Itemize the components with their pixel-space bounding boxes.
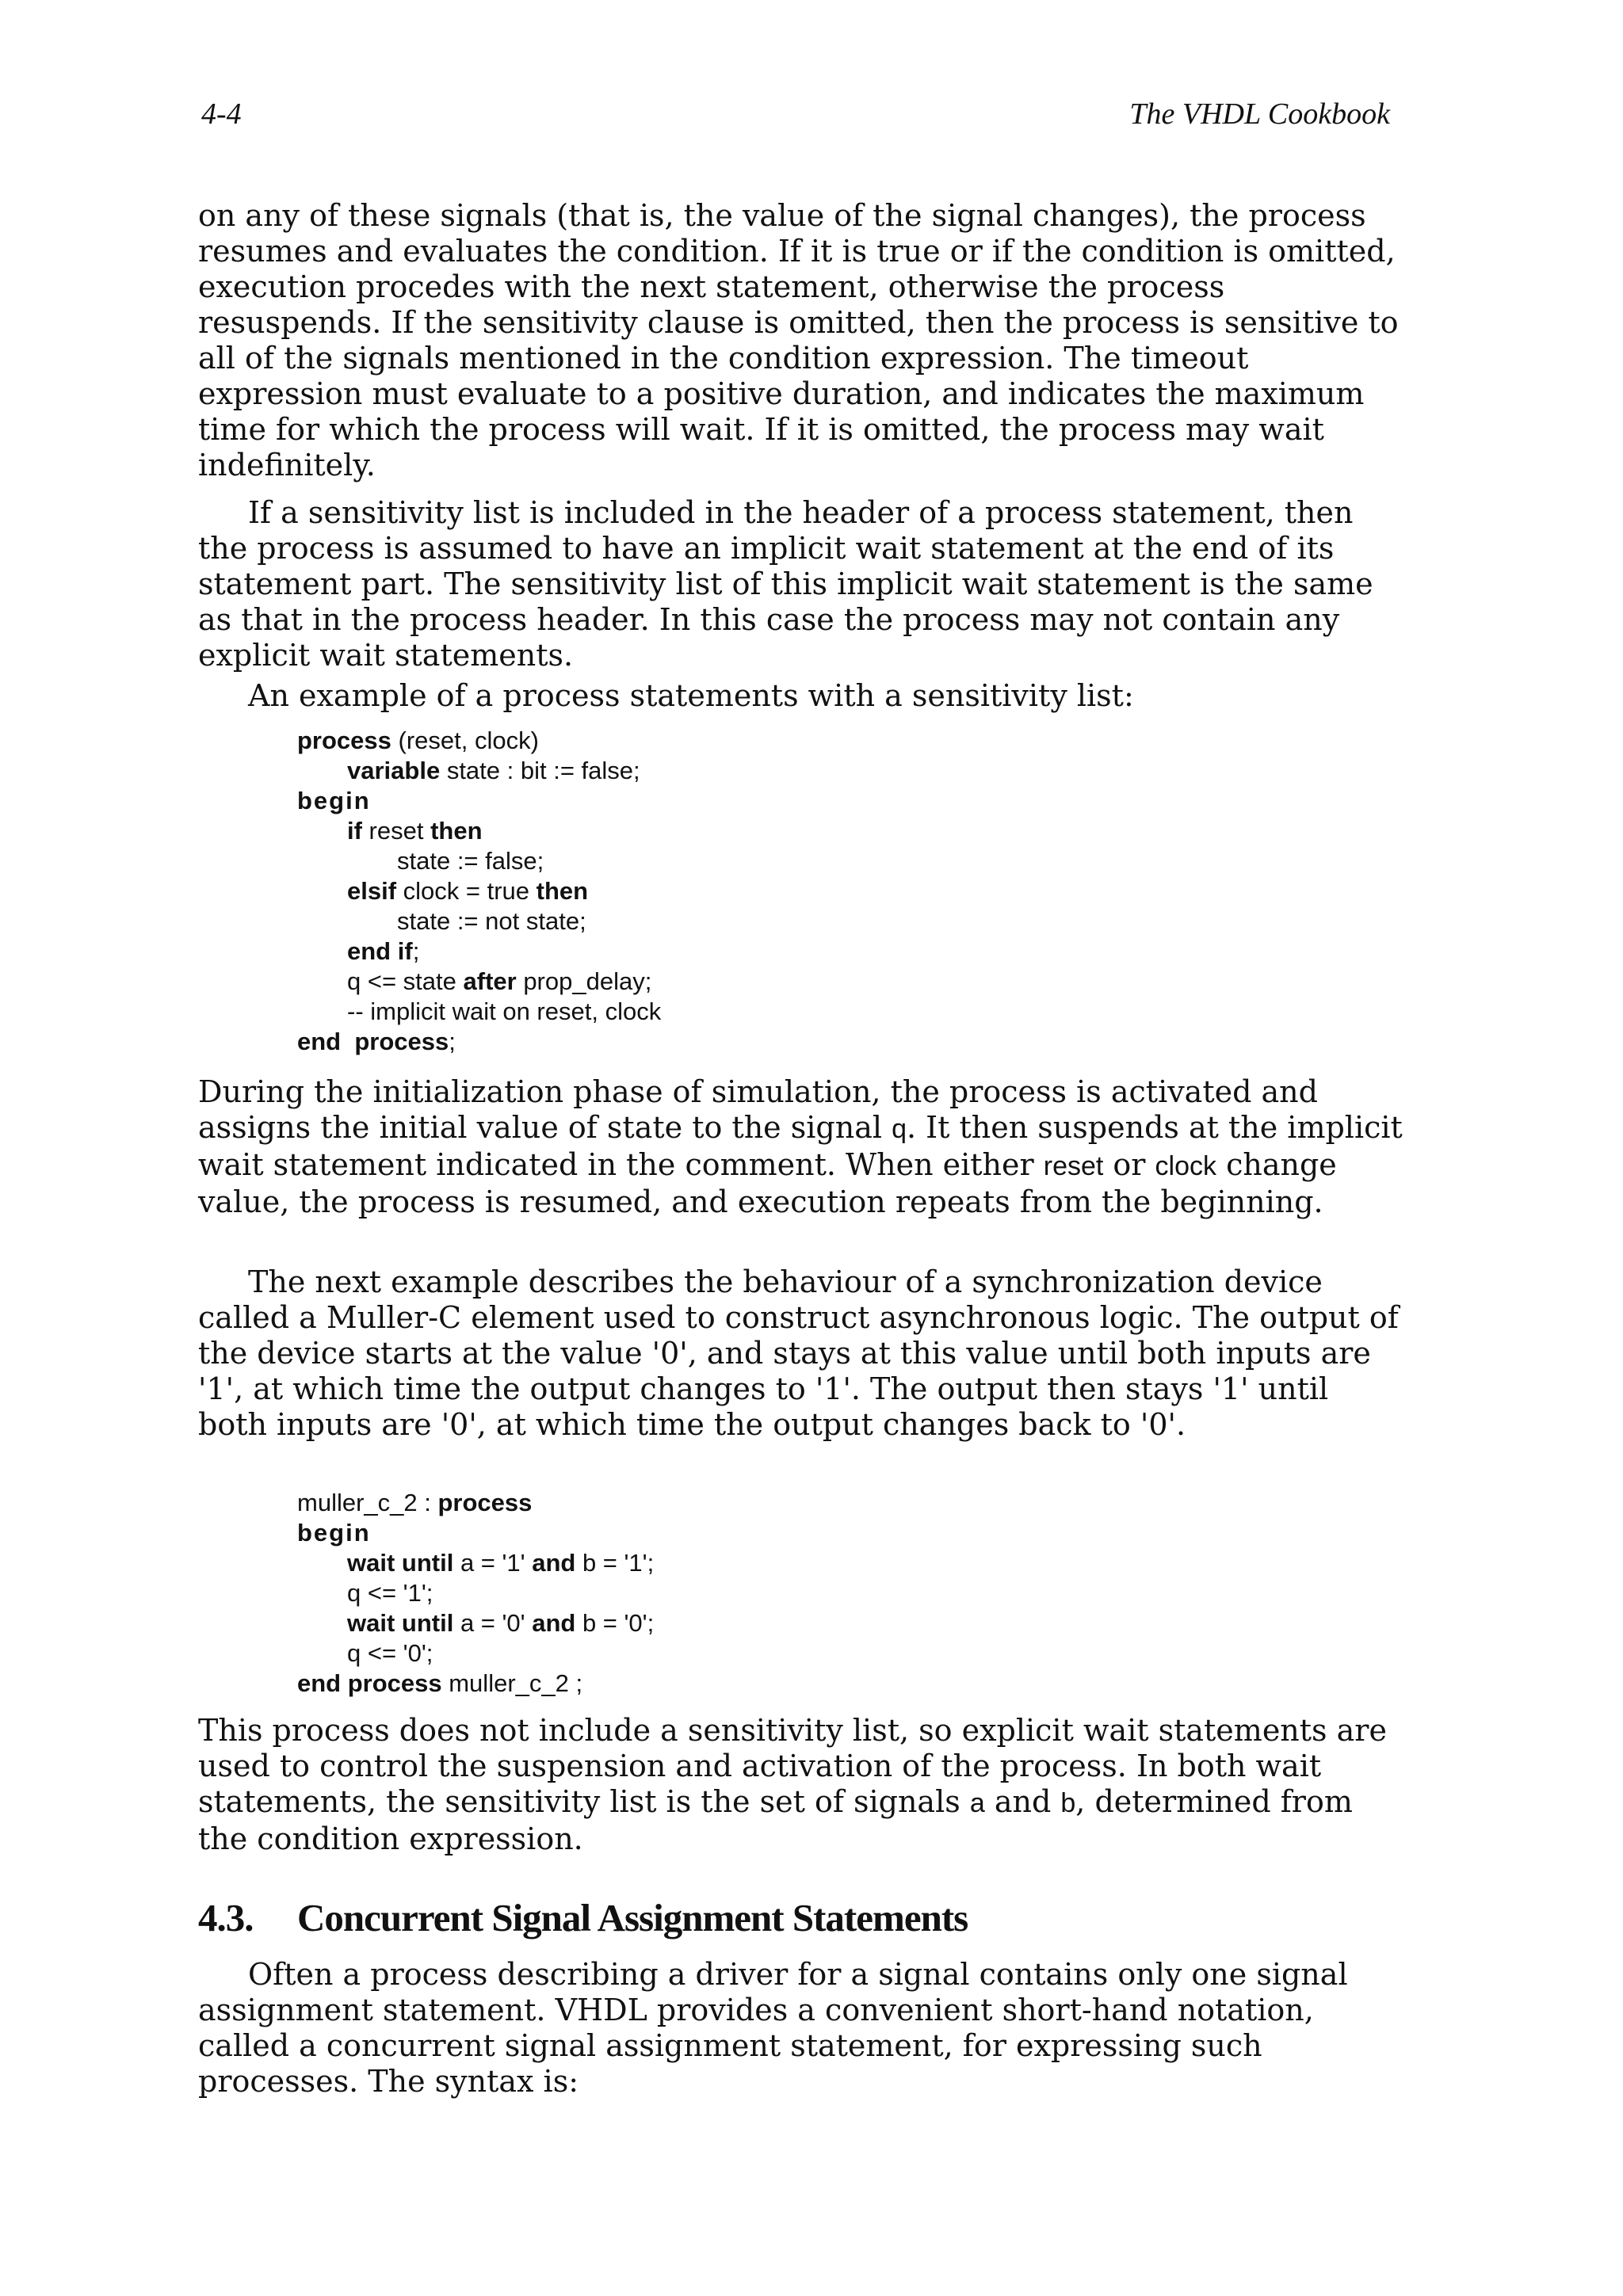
paragraph-muller-c: The next example describes the behaviour of a synchronization device called a Muller-C element used to construct asynchronous logic. The output of the device starts at the value '0', and stays at this value until both inputs are '1', at which time the output changes to '1'. The output then stays '1' until both inputs are '0', at which time the output changes back to '0'.: [198, 1264, 1399, 1442]
code-line: state := false;: [397, 847, 544, 875]
code-line: wait until a = '0' and b = '0';: [347, 1609, 655, 1637]
code-line: q <= '0';: [347, 1639, 433, 1667]
code-line: variable state : bit := false;: [347, 757, 640, 784]
code-line: end process muller_c_2 ;: [297, 1669, 583, 1697]
code-line: elsif clock = true then: [347, 877, 589, 905]
book-title: The VHDL Cookbook: [1129, 97, 1390, 131]
code-line: state := not state;: [397, 907, 586, 935]
page-number: 4-4: [201, 97, 242, 131]
text-block-6: [198, 1713, 1403, 1857]
code-line: process (reset, clock): [297, 727, 539, 754]
code-block-process-example: [297, 726, 1248, 1057]
code-line: q <= '1';: [347, 1579, 433, 1607]
page-header: [201, 97, 1390, 136]
code-line: end if;: [347, 937, 420, 965]
paragraph-initialization: During the initialization phase of simulation, the process is activated and assigns the initial value of state to the signal q. It then suspends at the implicit wait statement indicated in the comment. When either reset or clock change value, the process is resumed, and execution repeats from the beginning.: [198, 1074, 1403, 1219]
code-comment: -- implicit wait on reset, clock: [347, 997, 662, 1025]
paragraph-explicit-wait: This process does not include a sensitivity list, so explicit wait statements are used to control the suspension and activation of the process. In both wait statements, the sensitivity list is the set of signals a and b, determined from the condition expression.: [198, 1713, 1387, 1856]
text-block-5: [198, 1264, 1403, 1443]
paragraph-concurrent-assignment: Often a process describing a driver for a signal contains only one signal assignment statement. VHDL provides a convenient short-hand notation, called a concurrent signal assignment statement, for expressing such processes. The syntax is:: [198, 1957, 1348, 2099]
code-line: q <= state after prop_delay;: [347, 967, 652, 995]
code-line: wait until a = '1' and b = '1';: [347, 1549, 655, 1577]
section-heading: [198, 1895, 968, 1940]
text-block-7: [198, 1957, 1403, 2100]
code-block-muller-c: [297, 1488, 1248, 1699]
text-block-2: [198, 495, 1403, 673]
text-block-3: [198, 678, 1403, 714]
text-block-1: [198, 198, 1403, 483]
code-line: begin: [297, 787, 371, 814]
code-line: if reset then: [347, 817, 483, 845]
section-number: 4.3.: [198, 1896, 254, 1939]
text-block-4: [198, 1074, 1403, 1220]
paragraph-wait-semantics: on any of these signals (that is, the value of the signal changes), the process resumes and evaluates the condition. If it is true or if the condition is omitted, execution procedes with the next statement, otherwise the process resuspends. If the sensitivity clause is omitted, then the process is sensitive to all of the signals mentioned in the condition expression. The timeout expression must evaluate to a positive duration, and indicates the maximum time for which the process will wait. If it is omitted, the process may wait indefinitely.: [198, 198, 1399, 482]
section-title: Concurrent Signal Assignment Statements: [297, 1896, 968, 1939]
code-line: muller_c_2 : process: [297, 1489, 533, 1516]
code-line: end process;: [297, 1028, 456, 1055]
code-line: begin: [297, 1519, 371, 1547]
paragraph-sensitivity-list: If a sensitivity list is included in the header of a process statement, then the process is assumed to have an implicit wait statement at the end of its statement part. The sensitivity list of this implicit wait statement is the same as that in the process header. In this case the process may not contain any explicit wait statements.: [198, 495, 1373, 673]
paragraph-example-intro: An example of a process statements with a sensitivity list:: [248, 678, 1134, 713]
